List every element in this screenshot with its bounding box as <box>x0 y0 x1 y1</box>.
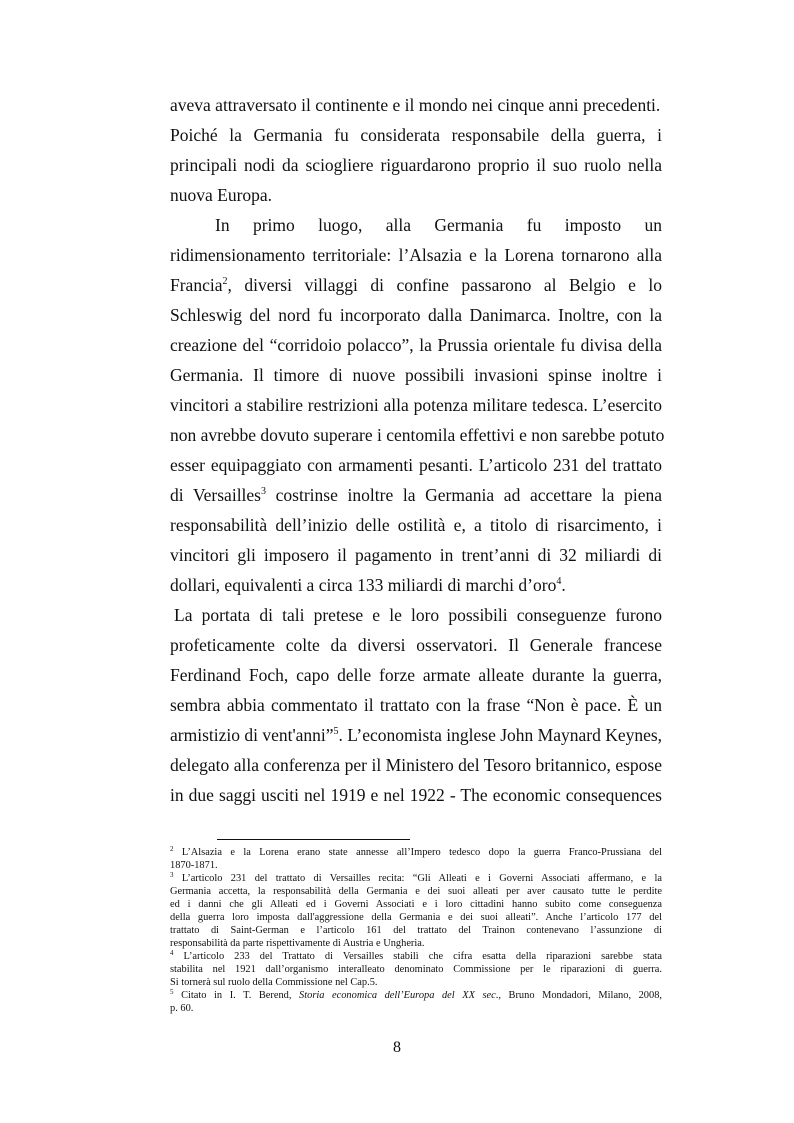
footnote-5: $^5$ Citato in I. T. Berend, Storia economica dell’Europa del XX sec., Bruno Mondadori, Milano, 2008, <box>170 988 662 1001</box>
body-line: responsabilità dell’inizio delle ostilità e, a titolo di risarcimento, i <box>170 515 662 535</box>
footnote-line: 1870-1871. <box>170 860 218 871</box>
body-line: di Versailles$^3$ costrinse inoltre la Germania ad accettare la piena <box>170 485 662 505</box>
footnote-line: trattato di Saint-German e l’articolo 161 del trattato del Trainon contenevano l’assunzione di <box>170 925 662 936</box>
body-line: aveva attraversato il continente e il mondo nei cinque anni precedenti. <box>170 95 661 115</box>
body-line: vincitori a stabilire restrizioni alla potenza militare tedesca. L’esercito <box>170 395 662 415</box>
footnote-line: della guerra loro imposta dall'aggressione della Germania e dei suoi alleati”. Anche l’articolo 177 del <box>170 912 662 923</box>
footnote-line: stabilita nel 1921 dall’organismo interalleato denominato Commissione per le riparazioni di guerra. <box>170 964 662 975</box>
footnote-ref: 4 <box>556 576 562 587</box>
body-line: nuova Europa. <box>170 185 273 205</box>
body-line: Germania. Il timore di nuove possibili invasioni spinse inoltre i <box>170 365 662 385</box>
footnote-4: $^4$ L’articolo 233 del Trattato di Versailles stabilì che cifra esatta della riparazioni sarebbe stata <box>170 949 662 962</box>
body-line: In primo luogo, alla Germania fu imposto un <box>215 215 662 235</box>
footnote-3: $^3$ L’articolo 231 del trattato di Versailles recita: “Gli Alleati e i Governi Associati affermano, e la <box>170 871 662 884</box>
footnote-line: ed i danni che gli Alleati ed i Governi Associati e i loro cittadini hanno subito come conseguenza <box>170 899 662 910</box>
body-line: Francia$^2$, diversi villaggi di confine passarono al Belgio e lo <box>170 275 662 295</box>
footnote-line: responsabilità da parte rispettivamente di Austria e Ungheria. <box>170 938 425 949</box>
body-line: principali nodi da sciogliere riguardarono proprio il suo ruolo nella <box>170 155 662 175</box>
body-line: Poiché la Germania fu considerata responsabile della guerra, i <box>170 125 662 145</box>
body-line: vincitori gli imposero il pagamento in trent’anni di 32 miliardi di <box>170 545 662 565</box>
page-number: 8 <box>393 1039 401 1056</box>
body-line: Ferdinand Foch, capo delle forze armate alleate durante la guerra, <box>170 665 662 685</box>
body-line: esser equipaggiato con armamenti pesanti. L’articolo 231 del trattato <box>170 455 662 475</box>
body-line: armistizio di vent'anni”$^5$. L’economista inglese John Maynard Keynes, <box>170 725 663 745</box>
body-line: dollari, equivalenti a circa 133 miliardi di marchi d’oro$^4$. <box>170 575 566 595</box>
body-line: La portata di tali pretese e le loro possibili conseguenze furono <box>174 605 662 625</box>
body-text <box>170 90 665 810</box>
footnote-ref: 2 <box>222 276 228 287</box>
body-line: Schleswig del nord fu incorporato dalla Danimarca. Inoltre, con la <box>170 305 662 325</box>
footnotes <box>170 846 662 1015</box>
body-line: non avrebbe dovuto superare i centomila effettivi e non sarebbe potuto <box>170 425 665 445</box>
body-line: delegato alla conferenza per il Ministero del Tesoro britannico, espose <box>170 755 662 775</box>
footnote-line: Germania accetta, la responsabilità della Germania e dei suoi alleati per aver causato tutte le perdite <box>170 886 662 897</box>
footnote-2: $^2$ L’Alsazia e la Lorena erano state annesse all’Impero tedesco dopo la guerra Franco-Prussiana del <box>170 845 662 858</box>
footnote-separator <box>217 839 410 840</box>
footnote-line: p. 60. <box>170 1003 194 1014</box>
footnote-line: Si tornerà sul ruolo della Commissione nel Cap.5. <box>170 977 378 988</box>
body-line: sembra abbia commentato il trattato con la frase “Non è pace. È un <box>170 695 662 715</box>
body-line: in due saggi usciti nel 1919 e nel 1922 - The economic consequences <box>170 785 662 805</box>
footnote-ref: 5 <box>333 726 339 737</box>
cited-book-title: Storia economica dell’Europa del XX sec <box>299 990 496 1001</box>
body-line: creazione del “corridoio polacco”, la Prussia orientale fu divisa della <box>170 335 662 355</box>
body-line: profeticamente colte da diversi osservatori. Il Generale francese <box>170 635 662 655</box>
body-line: ridimensionamento territoriale: l’Alsazia e la Lorena tornarono alla <box>170 245 662 265</box>
footnote-ref: 3 <box>261 486 266 497</box>
